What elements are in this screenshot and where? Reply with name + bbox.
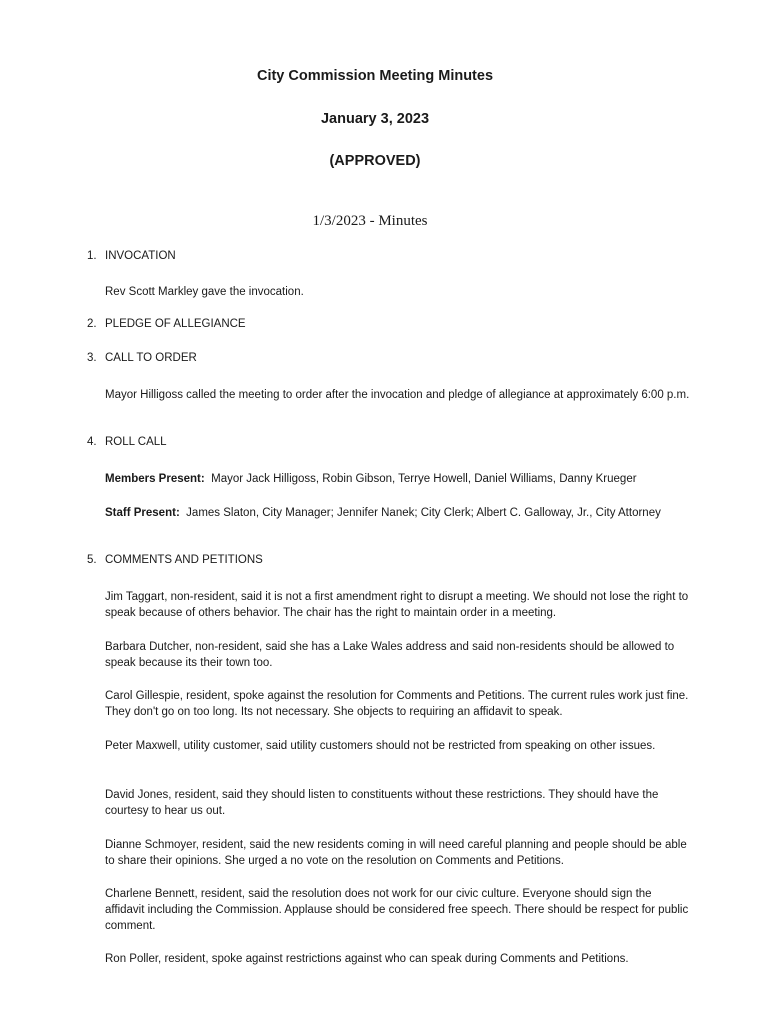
invocation-text: Rev Scott Markley gave the invocation. (105, 286, 304, 298)
comment-paragraph: Ron Poller, resident, spoke against restrictions against who can speak during Comments and Petitions. (105, 953, 629, 965)
comment-paragraph: David Jones, resident, said they should listen to constituents without these restrictions. They should have the courtesy to hear us out. (105, 789, 659, 817)
members-present-label: Members Present (105, 473, 201, 485)
comment-paragraph: Carol Gillespie, resident, spoke against the resolution for Comments and Petitions. The current rules work just fine. They don't go on too long. Its not necessary. She objects to requiring an affidavit to speak. (105, 690, 689, 718)
meeting-date: January 3, 2023 (320, 111, 430, 127)
section-heading-roll-call (87, 436, 167, 448)
document-title: City Commission Meeting Minutes (256, 68, 494, 84)
section-number: 3. (87, 352, 97, 364)
section-number: 2. (87, 318, 97, 330)
section-label: ROLL CALL (105, 436, 167, 448)
section-label: CALL TO ORDER (105, 352, 197, 364)
section-heading-invocation (87, 250, 176, 262)
section-label: COMMENTS AND PETITIONS (105, 554, 263, 566)
call-to-order-text: Mayor Hilligoss called the meeting to order after the invocation and pledge of allegiance at approximately 6:00 p.m. (105, 389, 690, 401)
section-label: PLEDGE OF ALLEGIANCE (105, 318, 246, 330)
section-heading-call-to-order (87, 352, 197, 364)
section-heading-pledge (87, 318, 246, 330)
minutes-subtitle: 1/3/2023 - Minutes (312, 213, 428, 229)
section-label: INVOCATION (105, 250, 176, 262)
section-number: 1. (87, 250, 97, 262)
staff-present-list: James Slaton, City Manager; Jennifer Nanek; City Clerk; Albert C. Galloway, Jr., City Attorney (186, 507, 661, 519)
comment-paragraph: Jim Taggart, non-resident, said it is not a first amendment right to disrupt a meeting. We should not lose the right to speak because of others behavior. The chair has the right to maintain order in a meeting. (105, 591, 689, 619)
comment-paragraph: Dianne Schmoyer, resident, said the new residents coming in will need careful planning and people should be able to share their opinions. She urged a no vote on the resolution on Comments and Petitions. (105, 839, 687, 867)
section-number: 4. (87, 436, 97, 448)
staff-present-label: Staff Present (105, 507, 176, 519)
staff-present: Staff Present: James Slaton, City Manager; Jennifer Nanek; City Clerk; Albert C. Galloway, Jr., City Attorney (105, 507, 661, 519)
approval-status: (APPROVED) (329, 153, 421, 169)
section-heading-comments (87, 554, 263, 566)
members-present-list: Mayor Jack Hilligoss, Robin Gibson, Terrye Howell, Daniel Williams, Danny Krueger (211, 473, 637, 485)
comment-paragraph: Charlene Bennett, resident, said the resolution does not work for our civic culture. Everyone should sign the affidavit including the Commission. Applause should be considered free speech. There should be respect for public comment. (105, 888, 689, 932)
comment-paragraph: Peter Maxwell, utility customer, said utility customers should not be restricted from speaking on other issues. (105, 740, 656, 752)
members-present: Members Present: Mayor Jack Hilligoss, Robin Gibson, Terrye Howell, Daniel Williams, Danny Krueger (105, 473, 637, 485)
comment-paragraph: Barbara Dutcher, non-resident, said she has a Lake Wales address and said non-residents should be allowed to speak because its their town too. (105, 641, 675, 669)
section-number: 5. (87, 554, 97, 566)
